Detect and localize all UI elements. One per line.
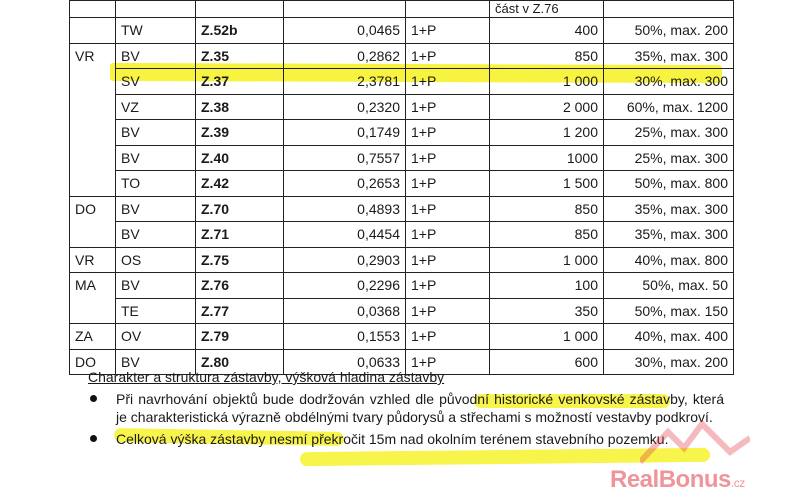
table-cell-coverage: 50%, max. 50 [604, 273, 734, 299]
table-cell-area [70, 69, 116, 95]
table-cell-area [70, 171, 116, 197]
table-row [70, 324, 734, 350]
table-cell-area: VR [70, 43, 116, 69]
table-row [70, 273, 734, 299]
table-cell-code: Z.71 [196, 222, 284, 248]
table-row [70, 18, 734, 44]
table-cell-floors: 1+P [406, 94, 490, 120]
table-cell-size: 0,2653 [284, 171, 406, 197]
table-row [70, 69, 734, 95]
table-cell-type: BV [116, 120, 196, 146]
table-cell-type: BV [116, 196, 196, 222]
table-cell-area [70, 18, 116, 44]
table-row [70, 94, 734, 120]
watermark-suffix: .cz [730, 476, 745, 490]
table-row [70, 247, 734, 273]
watermark-brand: RealBonus [610, 466, 731, 493]
table-cell-type: BV [116, 349, 196, 375]
table-cell-parcel: 100 [490, 273, 604, 299]
table-cell-type: OV [116, 324, 196, 350]
table-cell-code: Z.42 [196, 171, 284, 197]
table-cell-area [70, 145, 116, 171]
table-row [70, 120, 734, 146]
bullet-list [84, 390, 724, 448]
table-row [70, 43, 734, 69]
table-cell-code: Z.70 [196, 196, 284, 222]
table-cell-floors: 1+P [406, 69, 490, 95]
table-cell-area: ZA [70, 324, 116, 350]
table-cell-size: 0,2903 [284, 247, 406, 273]
table-cell-type: BV [116, 145, 196, 171]
table-cell-floors: 1+P [406, 247, 490, 273]
table-header-fragment-row [70, 1, 734, 18]
table-cell-type: BV [116, 273, 196, 299]
header-fragment: část v Z.76 [490, 1, 604, 18]
table-cell-coverage: 40%, max. 800 [604, 247, 734, 273]
table-cell-type: VZ [116, 94, 196, 120]
table-cell-coverage: 25%, max. 300 [604, 120, 734, 146]
table-cell-coverage: 50%, max. 150 [604, 298, 734, 324]
table-cell-code: Z.75 [196, 247, 284, 273]
table-cell-floors: 1+P [406, 324, 490, 350]
table-cell-floors: 1+P [406, 298, 490, 324]
table-cell-size: 0,0465 [284, 18, 406, 44]
table-cell-parcel: 1 000 [490, 324, 604, 350]
table-cell-code: Z.79 [196, 324, 284, 350]
table-cell-coverage: 30%, max. 300 [604, 69, 734, 95]
table-row [70, 222, 734, 248]
table-cell-code: Z.80 [196, 349, 284, 375]
table-cell-coverage: 35%, max. 300 [604, 222, 734, 248]
table-cell-code: Z.76 [196, 273, 284, 299]
table-cell-floors: 1+P [406, 120, 490, 146]
table-cell-code: Z.35 [196, 43, 284, 69]
table-cell-code: Z.37 [196, 69, 284, 95]
watermark-logo [610, 466, 745, 494]
table-cell-area: MA [70, 273, 116, 299]
table-cell-coverage: 35%, max. 300 [604, 196, 734, 222]
table-cell-coverage: 60%, max. 1200 [604, 94, 734, 120]
table-cell-coverage: 40%, max. 400 [604, 324, 734, 350]
table-cell-size: 2,3781 [284, 69, 406, 95]
table-cell-parcel: 1 000 [490, 69, 604, 95]
table-cell-type: OS [116, 247, 196, 273]
building-character-section [84, 368, 724, 448]
house-roof-icon [640, 418, 750, 464]
table-cell-floors: 1+P [406, 145, 490, 171]
table-cell-parcel: 850 [490, 222, 604, 248]
table-cell-code: Z.77 [196, 298, 284, 324]
table-cell-code: Z.38 [196, 94, 284, 120]
bullet-item: Při navrhování objektů bude dodržován vzhled dle původní historické venkovské zástavby, která je charakteristická výrazně obdélnými tvary půdorysů a střechami s možností vestavby podkroví. [84, 390, 724, 426]
table-cell-size: 0,4454 [284, 222, 406, 248]
table-cell-type: BV [116, 43, 196, 69]
bullet-item: Celková výška zástavby nesmí překročit 15m nad okolním terénem stavebního pozemku. [84, 430, 724, 448]
table-cell-type: BV [116, 222, 196, 248]
table-cell-type: SV [116, 69, 196, 95]
table-cell-size: 0,7557 [284, 145, 406, 171]
table-cell-area: DO [70, 349, 116, 375]
table-cell-coverage: 30%, max. 200 [604, 349, 734, 375]
table-cell-coverage: 50%, max. 800 [604, 171, 734, 197]
table-cell-parcel: 1 000 [490, 247, 604, 273]
table-cell-size: 0,1553 [284, 324, 406, 350]
table-cell-type: TE [116, 298, 196, 324]
table-row [70, 171, 734, 197]
table-cell-parcel: 1 200 [490, 120, 604, 146]
table-cell-parcel: 1000 [490, 145, 604, 171]
table-cell-area [70, 222, 116, 248]
table-row [70, 145, 734, 171]
table-row [70, 298, 734, 324]
table-cell-coverage: 50%, max. 200 [604, 18, 734, 44]
section-title: Charakter a struktura zástavby, výšková hladina zástavby [88, 369, 445, 385]
table-cell-area: VR [70, 247, 116, 273]
table-row [70, 196, 734, 222]
table-cell-code: Z.39 [196, 120, 284, 146]
table-cell-parcel: 850 [490, 196, 604, 222]
table-cell-coverage: 25%, max. 300 [604, 145, 734, 171]
table-cell-area [70, 120, 116, 146]
table-cell-size: 0,2296 [284, 273, 406, 299]
table-cell-size: 0,0368 [284, 298, 406, 324]
table-cell-size: 0,2320 [284, 94, 406, 120]
table-cell-area [70, 298, 116, 324]
table-cell-coverage: 35%, max. 300 [604, 43, 734, 69]
table-cell-parcel: 1 500 [490, 171, 604, 197]
table-cell-floors: 1+P [406, 196, 490, 222]
table-cell-area: DO [70, 196, 116, 222]
table-cell-type: TO [116, 171, 196, 197]
table-cell-floors: 1+P [406, 222, 490, 248]
table-cell-parcel: 600 [490, 349, 604, 375]
table-cell-code: Z.40 [196, 145, 284, 171]
table-cell-parcel: 400 [490, 18, 604, 44]
table-cell-floors: 1+P [406, 273, 490, 299]
table-cell-parcel: 850 [490, 43, 604, 69]
table-cell-size: 0,0633 [284, 349, 406, 375]
table-cell-floors: 1+P [406, 43, 490, 69]
table-cell-size: 0,1749 [284, 120, 406, 146]
table-cell-parcel: 2 000 [490, 94, 604, 120]
table-cell-size: 0,2862 [284, 43, 406, 69]
table-cell-floors: 1+P [406, 18, 490, 44]
table-cell-parcel: 350 [490, 298, 604, 324]
table-cell-floors: 1+P [406, 171, 490, 197]
zoning-table [69, 0, 734, 375]
table-cell-floors: 1+P [406, 349, 490, 375]
table-cell-area [70, 94, 116, 120]
table-cell-code: Z.52b [196, 18, 284, 44]
table-cell-type: TW [116, 18, 196, 44]
table-cell-size: 0,4893 [284, 196, 406, 222]
